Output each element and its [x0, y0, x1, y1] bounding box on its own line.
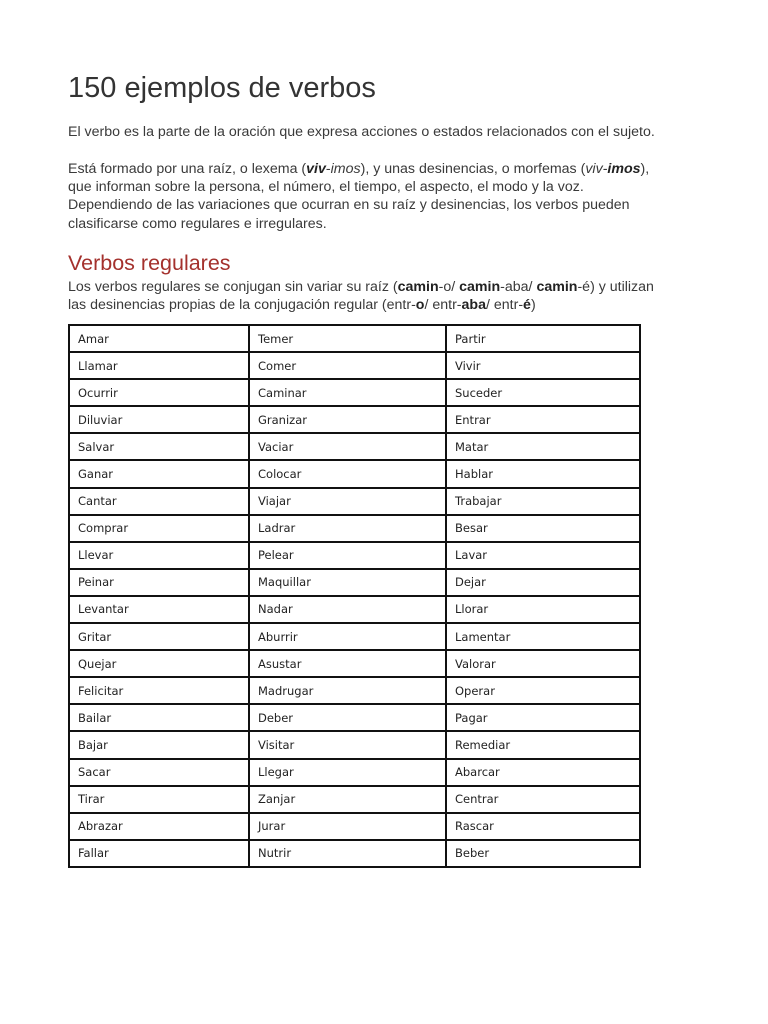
table-row [69, 379, 640, 406]
bold-run: camin [459, 279, 501, 295]
table-row [69, 677, 640, 704]
table-row [69, 325, 640, 352]
table-row [69, 759, 640, 786]
table-cell: Felicitar [69, 677, 249, 704]
table-cell: Pagar [446, 704, 640, 731]
table-cell: Nadar [249, 596, 446, 623]
intro-paragraph: El verbo es la parte de la oración que expresa acciones o estados relacionados con el sujeto. [68, 124, 655, 140]
table-cell: Nutrir [249, 840, 446, 867]
text-run: ), y unas desinencias, o morfemas ( [360, 161, 586, 177]
table-row [69, 488, 640, 515]
text-run: ) [530, 297, 536, 314]
table-row [69, 813, 640, 840]
structure-line-1 [68, 160, 698, 178]
table-cell: Zanjar [249, 786, 446, 813]
table-cell: Centrar [446, 786, 640, 813]
table-cell: Viajar [249, 488, 446, 515]
table-cell: Colocar [249, 460, 446, 487]
table-row [69, 406, 640, 433]
page-title: 150 ejemplos de verbos [68, 72, 376, 104]
table-cell: Temer [249, 325, 446, 352]
table-row [69, 650, 640, 677]
table-cell: Cantar [69, 488, 249, 515]
text-run: Está formado por una raíz, o lexema ( [68, 161, 307, 177]
table-cell: Suceder [446, 379, 640, 406]
table-cell: Levantar [69, 596, 249, 623]
table-cell: Llegar [249, 759, 446, 786]
regulares-line-1 [68, 278, 698, 296]
text-run: - [325, 161, 331, 177]
table-cell: Operar [446, 677, 640, 704]
table-cell: Trabajar [446, 488, 640, 515]
text-run: / entr- [485, 297, 524, 314]
table-row [69, 786, 640, 813]
table-cell: Hablar [446, 460, 640, 487]
bold-run: camin [536, 279, 578, 295]
table-row [69, 569, 640, 596]
table-row [69, 731, 640, 758]
table-cell: Entrar [446, 406, 640, 433]
table-cell: Rascar [446, 813, 640, 840]
bold-run: é [523, 297, 531, 314]
table-cell: Peinar [69, 569, 249, 596]
table-cell: Valorar [446, 650, 640, 677]
text-run: las desinencias propias de la conjugación regular (entr- [68, 297, 416, 314]
table-cell: Lavar [446, 542, 640, 569]
table-cell: Asustar [249, 650, 446, 677]
table-cell: Vivir [446, 352, 640, 379]
table-cell: Tirar [69, 786, 249, 813]
bold-italic-run: viv [306, 161, 326, 177]
structure-line-4: clasificarse como regulares e irregulares. [68, 215, 327, 232]
bold-italic-run: imos [607, 161, 641, 177]
table-cell: Abarcar [446, 759, 640, 786]
table-cell: Matar [446, 433, 640, 460]
table-row [69, 515, 640, 542]
table-cell: Comprar [69, 515, 249, 542]
table-cell: Ladrar [249, 515, 446, 542]
section-heading-regulares: Verbos regulares [68, 251, 231, 275]
table-cell: Bajar [69, 731, 249, 758]
table-cell: Fallar [69, 840, 249, 867]
bold-run: camin [397, 279, 439, 295]
bold-run: o [415, 297, 425, 314]
table-row [69, 542, 640, 569]
structure-line-2: que informan sobre la persona, el número, el tiempo, el aspecto, el modo y la voz. [68, 179, 584, 196]
table-cell: Remediar [446, 731, 640, 758]
table-cell: Abrazar [69, 813, 249, 840]
table-cell: Gritar [69, 623, 249, 650]
table-cell: Jurar [249, 813, 446, 840]
structure-paragraph [68, 160, 698, 233]
table-cell: Ganar [69, 460, 249, 487]
table-cell: Salvar [69, 433, 249, 460]
table-cell: Dejar [446, 569, 640, 596]
text-run: -aba/ [500, 279, 537, 295]
text-run: -o/ [438, 279, 460, 295]
table-cell: Pelear [249, 542, 446, 569]
verbs-table [68, 324, 641, 868]
table-cell: Diluviar [69, 406, 249, 433]
table-cell: Aburrir [249, 623, 446, 650]
table-row [69, 623, 640, 650]
bold-run: aba [461, 297, 486, 314]
table-cell: Lamentar [446, 623, 640, 650]
table-cell: Llevar [69, 542, 249, 569]
table-row [69, 704, 640, 731]
regulares-paragraph [68, 278, 698, 314]
text-run: ), [640, 161, 650, 177]
table-cell: Caminar [249, 379, 446, 406]
table-cell: Visitar [249, 731, 446, 758]
table-cell: Llamar [69, 352, 249, 379]
table-cell: Partir [446, 325, 640, 352]
table-row [69, 460, 640, 487]
table-cell: Comer [249, 352, 446, 379]
table-cell: Sacar [69, 759, 249, 786]
regulares-line-2 [68, 296, 698, 314]
table-cell: Granizar [249, 406, 446, 433]
italic-run: viv- [585, 161, 608, 177]
italic-run: imos [330, 161, 361, 177]
table-cell: Besar [446, 515, 640, 542]
text-run: -é) y utilizan [577, 279, 654, 295]
table-cell: Amar [69, 325, 249, 352]
table-row [69, 596, 640, 623]
table-cell: Llorar [446, 596, 640, 623]
text-run: Los verbos regulares se conjugan sin variar su raíz ( [68, 279, 398, 295]
text-run: / entr- [424, 297, 462, 314]
table-cell: Quejar [69, 650, 249, 677]
table-cell: Ocurrir [69, 379, 249, 406]
structure-line-3: Dependiendo de las variaciones que ocurran en su raíz y desinencias, los verbos pueden [68, 197, 630, 214]
verbs-table-body [69, 325, 640, 867]
table-row [69, 433, 640, 460]
table-cell: Deber [249, 704, 446, 731]
table-cell: Maquillar [249, 569, 446, 596]
table-cell: Bailar [69, 704, 249, 731]
table-row [69, 352, 640, 379]
table-cell: Beber [446, 840, 640, 867]
table-row [69, 840, 640, 867]
table-cell: Vaciar [249, 433, 446, 460]
table-cell: Madrugar [249, 677, 446, 704]
